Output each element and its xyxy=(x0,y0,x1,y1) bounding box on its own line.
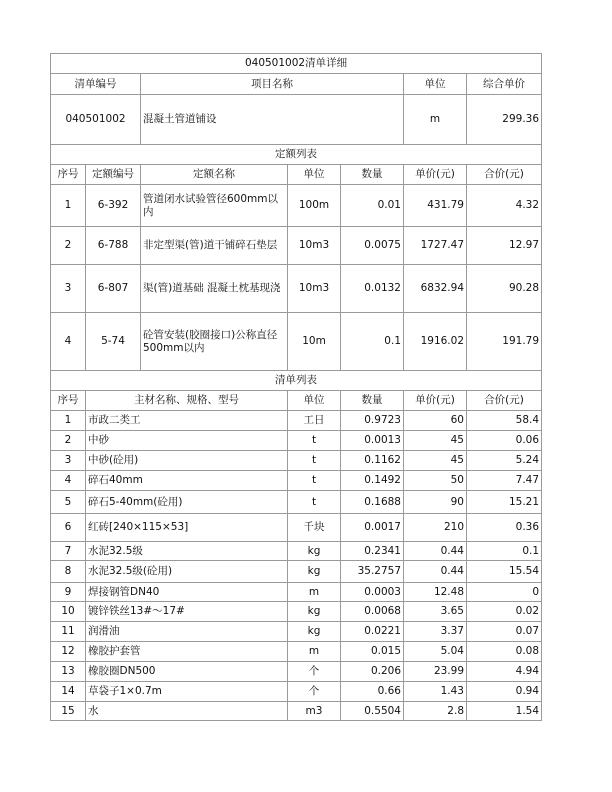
quota-unit: 10m3 xyxy=(288,265,341,313)
material-price: 23.99 xyxy=(404,662,467,682)
quota-header-cell: 数量 xyxy=(341,165,404,185)
material-row xyxy=(51,662,542,682)
material-unit: 工日 xyxy=(288,411,341,431)
material-row xyxy=(51,561,542,583)
material-row xyxy=(51,702,542,721)
material-unit: kg xyxy=(288,622,341,642)
material-total: 0.06 xyxy=(467,431,542,451)
material-total: 4.94 xyxy=(467,662,542,682)
quota-name: 渠(管)道基础 混凝土枕基现浇 xyxy=(141,265,288,313)
material-unit: kg xyxy=(288,542,341,561)
quota-section-title: 定额列表 xyxy=(51,145,542,165)
material-unit: 个 xyxy=(288,682,341,702)
material-qty: 0.66 xyxy=(341,682,404,702)
material-price: 45 xyxy=(404,451,467,471)
item-row xyxy=(51,95,542,145)
code-label: 清单编号 xyxy=(51,74,141,95)
material-total: 15.21 xyxy=(467,491,542,514)
material-price: 50 xyxy=(404,471,467,491)
material-price: 210 xyxy=(404,514,467,542)
materials-header-row xyxy=(51,391,542,411)
material-price: 2.8 xyxy=(404,702,467,721)
material-qty: 0.0017 xyxy=(341,514,404,542)
material-unit: 千块 xyxy=(288,514,341,542)
quota-header-row xyxy=(51,165,542,185)
material-no: 15 xyxy=(51,702,86,721)
quota-qty: 0.0075 xyxy=(341,227,404,265)
quota-header-cell: 单位 xyxy=(288,165,341,185)
material-row xyxy=(51,642,542,662)
quota-name: 管道闭水试验管径600mm以内 xyxy=(141,185,288,227)
quota-header-cell: 序号 xyxy=(51,165,86,185)
material-unit: m xyxy=(288,642,341,662)
page-title: 040501002清单详细 xyxy=(51,54,542,74)
material-qty: 0.5504 xyxy=(341,702,404,721)
item-code: 040501002 xyxy=(51,95,141,145)
material-unit: t xyxy=(288,431,341,451)
material-row xyxy=(51,622,542,642)
material-no: 6 xyxy=(51,514,86,542)
quota-name: 砼管安装(胶圈接口)公称直径500mm以内 xyxy=(141,313,288,371)
material-name: 水 xyxy=(86,702,288,721)
quota-price: 1916.02 xyxy=(404,313,467,371)
unit-label: 单位 xyxy=(404,74,467,95)
material-price: 5.04 xyxy=(404,642,467,662)
material-unit: t xyxy=(288,471,341,491)
material-row xyxy=(51,514,542,542)
quota-unit: 10m xyxy=(288,313,341,371)
item-header-row xyxy=(51,74,542,95)
material-total: 5.24 xyxy=(467,451,542,471)
material-no: 4 xyxy=(51,471,86,491)
quota-header-cell: 定额编号 xyxy=(86,165,141,185)
quota-row xyxy=(51,313,542,371)
materials-header-cell: 单价(元) xyxy=(404,391,467,411)
material-qty: 0.0003 xyxy=(341,583,404,602)
material-unit: kg xyxy=(288,561,341,583)
material-no: 13 xyxy=(51,662,86,682)
item-price: 299.36 xyxy=(467,95,542,145)
material-name: 草袋子1×0.7m xyxy=(86,682,288,702)
material-price: 1.43 xyxy=(404,682,467,702)
material-name: 水泥32.5级 xyxy=(86,542,288,561)
material-unit: kg xyxy=(288,602,341,622)
material-total: 0.08 xyxy=(467,642,542,662)
materials-header-cell: 序号 xyxy=(51,391,86,411)
quota-code: 6-392 xyxy=(86,185,141,227)
material-total: 0.36 xyxy=(467,514,542,542)
quota-price: 1727.47 xyxy=(404,227,467,265)
material-name: 橡胶圈DN500 xyxy=(86,662,288,682)
material-row xyxy=(51,491,542,514)
material-name: 中砂(砼用) xyxy=(86,451,288,471)
material-name: 水泥32.5级(砼用) xyxy=(86,561,288,583)
quota-unit: 10m3 xyxy=(288,227,341,265)
material-unit: t xyxy=(288,451,341,471)
quota-price: 431.79 xyxy=(404,185,467,227)
material-total: 0.94 xyxy=(467,682,542,702)
material-qty: 0.206 xyxy=(341,662,404,682)
material-name: 碎石5-40mm(砼用) xyxy=(86,491,288,514)
material-row xyxy=(51,682,542,702)
material-price: 0.44 xyxy=(404,561,467,583)
quota-code: 5-74 xyxy=(86,313,141,371)
item-unit: m xyxy=(404,95,467,145)
quota-total: 12.97 xyxy=(467,227,542,265)
material-qty: 0.1162 xyxy=(341,451,404,471)
material-row xyxy=(51,411,542,431)
material-total: 0.07 xyxy=(467,622,542,642)
material-name: 镀锌铁丝13#～17# xyxy=(86,602,288,622)
material-total: 0.1 xyxy=(467,542,542,561)
materials-section-title: 清单列表 xyxy=(51,371,542,391)
title-row xyxy=(51,54,542,74)
quota-no: 3 xyxy=(51,265,86,313)
material-price: 3.65 xyxy=(404,602,467,622)
item-name: 混凝土管道铺设 xyxy=(141,95,404,145)
quota-no: 4 xyxy=(51,313,86,371)
quota-code: 6-807 xyxy=(86,265,141,313)
material-no: 14 xyxy=(51,682,86,702)
materials-section-row xyxy=(51,371,542,391)
material-name: 红砖[240×115×53] xyxy=(86,514,288,542)
material-total: 0 xyxy=(467,583,542,602)
material-no: 2 xyxy=(51,431,86,451)
material-price: 0.44 xyxy=(404,542,467,561)
material-price: 12.48 xyxy=(404,583,467,602)
material-qty: 0.2341 xyxy=(341,542,404,561)
materials-header-cell: 合价(元) xyxy=(467,391,542,411)
material-no: 3 xyxy=(51,451,86,471)
quota-header-cell: 定额名称 xyxy=(141,165,288,185)
material-total: 7.47 xyxy=(467,471,542,491)
material-price: 90 xyxy=(404,491,467,514)
quota-unit: 100m xyxy=(288,185,341,227)
material-qty: 0.0013 xyxy=(341,431,404,451)
material-qty: 0.0068 xyxy=(341,602,404,622)
price-label: 综合单价 xyxy=(467,74,542,95)
material-no: 10 xyxy=(51,602,86,622)
material-no: 12 xyxy=(51,642,86,662)
quota-qty: 0.01 xyxy=(341,185,404,227)
quota-header-cell: 单价(元) xyxy=(404,165,467,185)
quota-name: 非定型渠(管)道干铺碎石垫层 xyxy=(141,227,288,265)
material-no: 9 xyxy=(51,583,86,602)
quota-row xyxy=(51,185,542,227)
quota-no: 1 xyxy=(51,185,86,227)
name-label: 项目名称 xyxy=(141,74,404,95)
quota-price: 6832.94 xyxy=(404,265,467,313)
material-row xyxy=(51,431,542,451)
material-name: 碎石40mm xyxy=(86,471,288,491)
quota-section-row xyxy=(51,145,542,165)
material-qty: 0.0221 xyxy=(341,622,404,642)
material-no: 5 xyxy=(51,491,86,514)
material-row xyxy=(51,542,542,561)
material-name: 焊接钢管DN40 xyxy=(86,583,288,602)
material-total: 1.54 xyxy=(467,702,542,721)
material-unit: m3 xyxy=(288,702,341,721)
quota-no: 2 xyxy=(51,227,86,265)
quota-code: 6-788 xyxy=(86,227,141,265)
material-name: 中砂 xyxy=(86,431,288,451)
material-row xyxy=(51,583,542,602)
material-name: 润滑油 xyxy=(86,622,288,642)
material-row xyxy=(51,471,542,491)
material-unit: t xyxy=(288,491,341,514)
material-qty: 0.9723 xyxy=(341,411,404,431)
material-unit: 个 xyxy=(288,662,341,682)
quota-total: 90.28 xyxy=(467,265,542,313)
material-name: 市政二类工 xyxy=(86,411,288,431)
quota-total: 4.32 xyxy=(467,185,542,227)
material-row xyxy=(51,602,542,622)
material-qty: 0.1688 xyxy=(341,491,404,514)
material-price: 3.37 xyxy=(404,622,467,642)
quota-qty: 0.1 xyxy=(341,313,404,371)
quota-total: 191.79 xyxy=(467,313,542,371)
materials-header-cell: 单位 xyxy=(288,391,341,411)
material-total: 15.54 xyxy=(467,561,542,583)
material-price: 60 xyxy=(404,411,467,431)
material-row xyxy=(51,451,542,471)
material-unit: m xyxy=(288,583,341,602)
material-no: 11 xyxy=(51,622,86,642)
material-no: 8 xyxy=(51,561,86,583)
material-total: 58.4 xyxy=(467,411,542,431)
bill-detail-table xyxy=(50,53,542,721)
material-qty: 35.2757 xyxy=(341,561,404,583)
material-qty: 0.015 xyxy=(341,642,404,662)
quota-row xyxy=(51,227,542,265)
materials-header-cell: 数量 xyxy=(341,391,404,411)
quota-row xyxy=(51,265,542,313)
material-qty: 0.1492 xyxy=(341,471,404,491)
material-total: 0.02 xyxy=(467,602,542,622)
material-price: 45 xyxy=(404,431,467,451)
material-name: 橡胶护套管 xyxy=(86,642,288,662)
materials-header-cell: 主材名称、规格、型号 xyxy=(86,391,288,411)
quota-header-cell: 合价(元) xyxy=(467,165,542,185)
quota-qty: 0.0132 xyxy=(341,265,404,313)
material-no: 7 xyxy=(51,542,86,561)
material-no: 1 xyxy=(51,411,86,431)
